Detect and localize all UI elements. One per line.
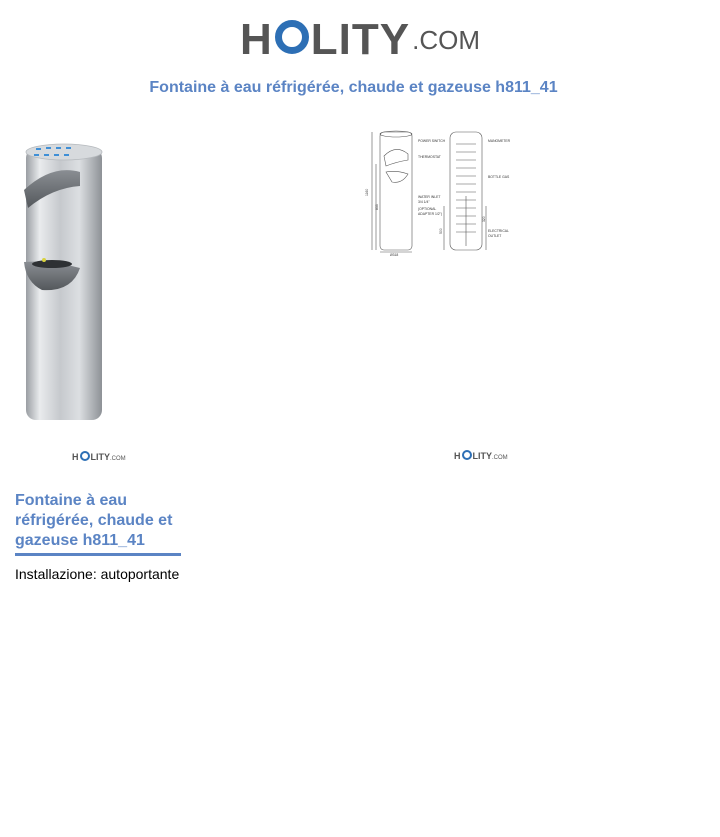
label-outlet: OUTLET (488, 234, 502, 238)
logo-letter-h: H (240, 15, 273, 64)
holity-logo (240, 12, 480, 68)
label-thermostat: THERMOSTAT (418, 155, 441, 159)
mini-logo-letter: H (72, 452, 79, 462)
mini-logo-word: LITY (90, 452, 110, 462)
logo-word-lity: LITY (310, 15, 411, 64)
mini-logo-right (454, 450, 508, 461)
product-title: Fontaine à eau réfrigérée, chaude et gazeuse h811_41 (15, 492, 173, 549)
logo-suffix: .COM (412, 24, 480, 55)
label-water-inlet: WATER INLET (418, 195, 441, 199)
mini-logo-left (72, 451, 126, 462)
mini-logo-word: LITY (472, 451, 492, 461)
logo-ring-icon (275, 20, 309, 54)
mini-logo-ring-icon (462, 450, 472, 460)
label-optional: (OPTIONAL (418, 207, 437, 211)
mini-logo-ring-icon (80, 451, 90, 461)
dim-width: Ø318 (390, 253, 399, 256)
label-water-inlet-size: 3/4 1/4" (418, 200, 430, 204)
dim-inner: 833 (375, 204, 379, 210)
title-divider (15, 553, 181, 556)
label-electrical: ELECTRICAL (488, 229, 509, 233)
dim-side: 320 (482, 216, 486, 222)
page-title: Fontaine à eau réfrigérée, chaude et gazeuse h811_41 (149, 79, 558, 96)
label-bottle-gas: BOTTLE GAS (488, 175, 510, 179)
mini-logo-suffix: .COM (492, 455, 508, 461)
dim-height: 1160 (365, 188, 369, 196)
product-photo (22, 142, 106, 426)
product-attribute: Installazione: autoportante (15, 566, 180, 582)
mini-logo-letter: H (454, 451, 461, 461)
mini-logo-suffix: .COM (110, 456, 126, 462)
label-power-switch: POWER SWITCH (418, 139, 446, 143)
technical-drawing (364, 126, 514, 256)
label-manometer: MANOMETER (488, 139, 511, 143)
dim-lower: 500 (439, 228, 443, 234)
label-adapter: ADAPTER 1/2") (418, 212, 443, 216)
